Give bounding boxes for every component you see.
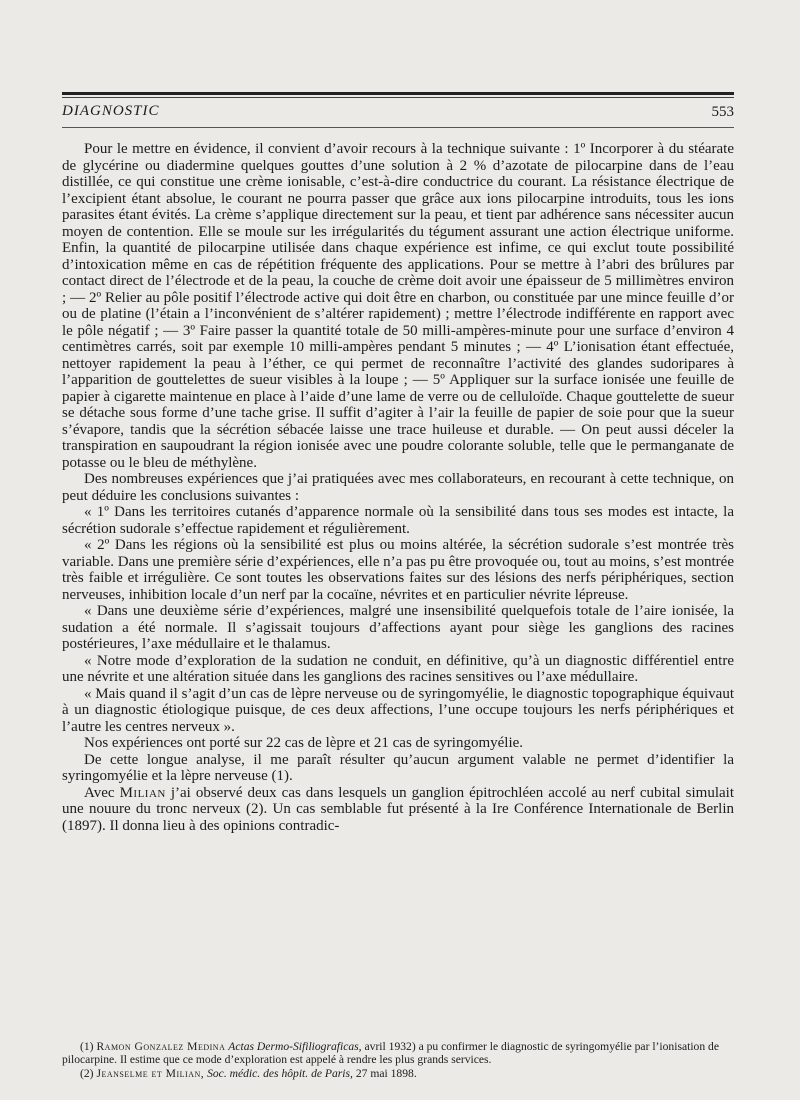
footnotes — [62, 1040, 734, 1080]
paragraph-lepre-syringomyelie: « Mais quand il s’agit d’un cas de lèpre nerveuse ou de syringomyélie, le diagnostic topographique équivaut à un diagnostic étiologique puisque, de ces deux affections, l’une occupe toujours les nerfs périphériques et l’autre les centres nerveux ». — [62, 685, 734, 735]
running-title: DIAGNOSTIC — [62, 103, 160, 119]
running-header — [62, 92, 734, 132]
body-text — [62, 141, 734, 834]
footnote-source: Actas Dermo-Sifiliograficas, — [228, 1040, 362, 1053]
footnote-2 — [62, 1067, 734, 1080]
header-rule-thin — [62, 97, 734, 98]
footnote-text: avril 1932) a pu confirmer le diagnostic de syringomyélie par l’ionisation de pilocarpine. Il estime que ce mode d’exploration est appelé à rendre les plus grands services. — [62, 1040, 719, 1067]
paragraph-second-series: « Dans une deuxième série d’expériences, malgré une insensibilité quelquefois totale de l’aire ionisée, la sudation a été normale. Il s’agissait toujours d’affections ayant pour siège les ganglions des racines postérieures, l’axe médullaire et le thalamus. — [62, 603, 734, 652]
footnote-authors: Ramon Gonzalez Medina — [96, 1040, 226, 1053]
page-number: 553 — [711, 104, 734, 120]
footnote-authors: Jeanselme et Milian, — [96, 1066, 205, 1080]
footnote-1 — [62, 1040, 734, 1067]
paragraph-conclusion-1: « 1º Dans les territoires cutanés d’apparence normale où la sensibilité dans tous ses modes est intacte, la sécrétion sudorale s’effectue rapidement et régulièrement. — [62, 504, 734, 537]
footnote-marker: (2) — [80, 1066, 94, 1080]
footnote-source: Soc. médic. des hôpit. de Paris, — [207, 1066, 353, 1080]
footnote-marker: (1) — [80, 1040, 94, 1053]
paragraph-technique: Pour le mettre en évidence, il convient d’avoir recours à la technique suivante : 1º Incorporer à du stéarate de glycérine ou diadermine quelques gouttes d’une solution à 2 % d’azotate de pilocarpine dans de l’eau distillée, ce qui constitue une crème ionisable, c’est-à-dire conductrice du courant. La résistance électrique de l’excipient étant absolue, le courant ne pourra passer que grâce aux ions pilocarpine introduits, tous les ions parasites étant évités. La crème s’applique directement sur la peau, et tient par adhérence sans nécessiter aucun moyen de contention. Elle se moule sur les irrégularités du tégument assurant une action électrique uniforme. Enfin, la quantité de pilocarpine utilisée dans chaque expérience est infime, ce qui exclut toute possibilité d’intoxication même en cas de répétition fréquente des applications. Pour se mettre à l’abri des brûlures par contact direct de l’électrode et de la peau, la couche de crème doit avoir une épaisseur de 5 millimètres environ ; — 2º Relier au pôle positif l’électrode active qui doit être en charbon, ou constituée par une mince feuille d’or ou de platine (l’étain a l’inconvénient de s’altérer rapidement) ; mettre l’électrode indifférente en rapport avec le pôle négatif ; — 3º Faire passer la quantité totale de 50 milli-ampères-minute pour une surface d’environ 4 centimètres carrés, soit par exemple 10 milli-ampères pendant 5 minutes ; — 4º L’ionisation étant effectuée, nettoyer rapidement la peau à l’éther, ce qui permet de reconnaître l’activité des glandes sudoripares à l’apparition de gouttelettes de sueur visibles à la loupe ; — 5º Appliquer sur la surface ionisée une feuille de papier à cigarette maintenue en place à l’aide d’une lame de verre ou de celluloïde. Chaque gouttelette de sueur se détache sous forme d’une tache grise. Il suffit d’agiter à l’air la feuille de papier de soie pour que la sueur s’évapore, tandis que la sécrétion sébacée laisse une trace huileuse et durable. — On peut aussi déceler la transpiration en saupoudrant la région ionisée avec une poudre colorante soluble, telle que le permanganate de potasse ou le bleu de méthylène. — [62, 141, 734, 471]
paragraph-lead: Avec — [84, 784, 115, 801]
footnote-text: 27 mai 1898. — [355, 1066, 417, 1080]
paragraph-conclusion-2: « 2º Dans les régions où la sensibilité est plus ou moins altérée, la sécrétion sudorale s’est montrée très variable. Dans une première série d’expériences, elle n’a pas pu être provoquée ou, tout au moins, s’est montrée très faible et irrégulière. Ce sont toutes les observations faites sur des lésions des nerfs périphériques, section nerveuses, inhibition locale d’un nerf par la cocaïne, névrites et en particulier névrite lépreuse. — [62, 537, 734, 603]
paragraph-analysis-result: De cette longue analyse, il me paraît résulter qu’aucun argument valable ne permet d’identifier la syringomyélie et la lèpre nerveuse (1). — [62, 751, 734, 784]
paragraph-milian-cases — [62, 785, 734, 835]
paragraph-experiences: Des nombreuses expériences que j’ai pratiquées avec mes collaborateurs, en recourant à cette technique, on peut déduire les conclusions suivantes : — [62, 471, 734, 504]
paragraph-rest: j’ai observé deux cas dans lesquels un ganglion épitrochléen accolé au nerf cubital simulait une nouure du tronc nerveux (2). Un cas semblable fut présenté à la Ire Conférence Internationale de Berlin (1897). Il donna lieu à des opinions contradic- — [62, 784, 735, 834]
header-rule-thick — [62, 92, 734, 95]
paragraph-exploration-mode: « Notre mode d’exploration de la sudation ne conduit, en définitive, qu’à un diagnostic différentiel entre une névrite et une altération située dans les ganglions des racines sensitives ou l’axe médullaire. — [62, 652, 734, 685]
header-rule-bottom — [62, 127, 734, 128]
paragraph-case-count: Nos expériences ont porté sur 22 cas de lèpre et 21 cas de syringomyélie. — [84, 735, 524, 751]
author-name: Milian — [119, 784, 166, 801]
